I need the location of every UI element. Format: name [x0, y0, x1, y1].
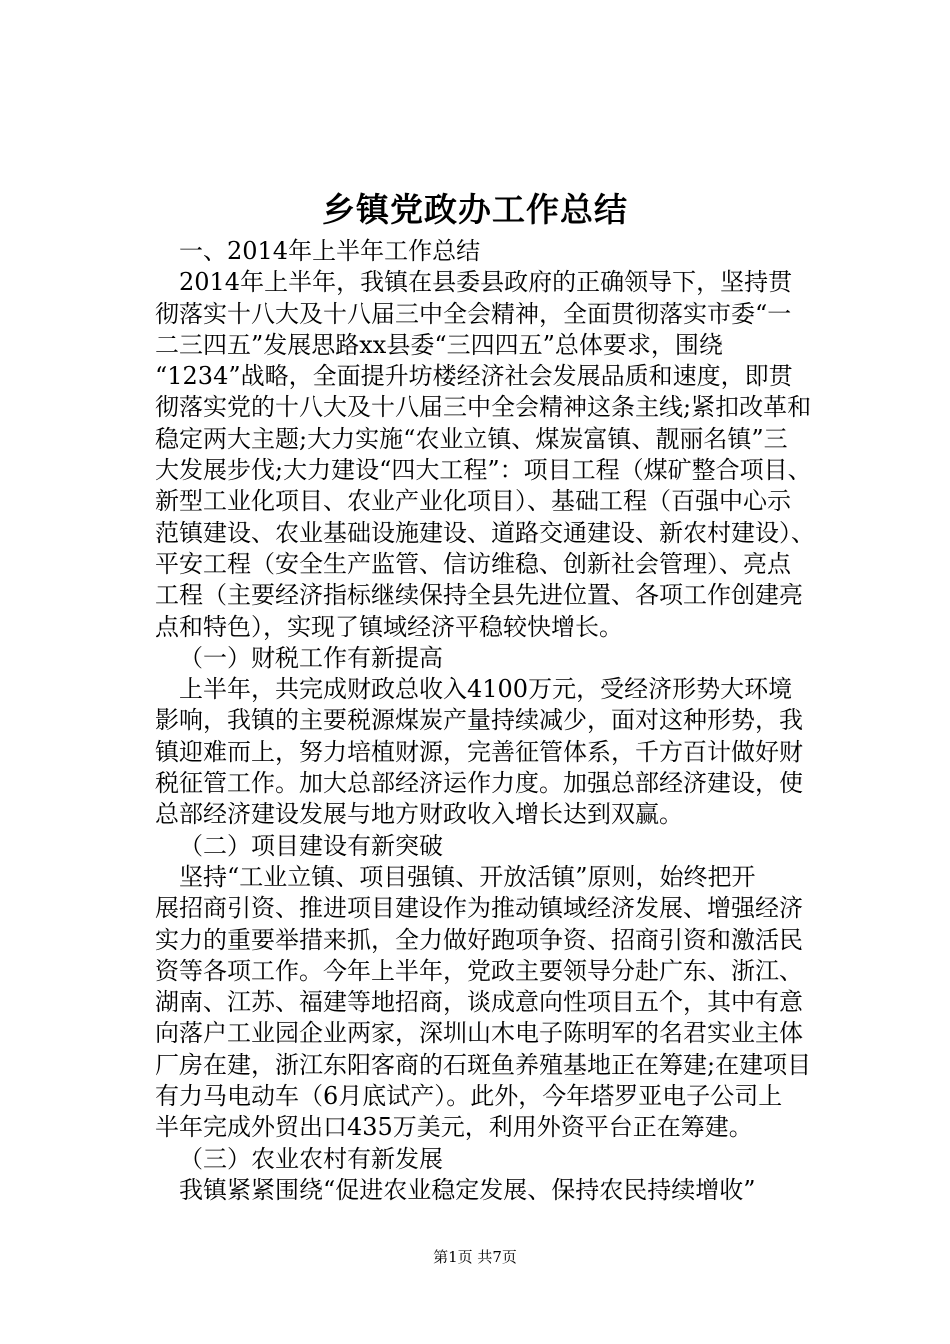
body-line: 实力的重要举措来抓，全力做好跑项争资、招商引资和激活民	[155, 925, 803, 954]
body-line: 半年完成外贸出口435万美元，利用外资平台正在筹建。	[155, 1113, 753, 1142]
body-line: （二）项目建设有新突破	[179, 831, 443, 860]
body-line: 有力马电动车（6月底试产）。此外，今年塔罗亚电子公司上	[155, 1082, 783, 1111]
body-line: “1234”战略，全面提升坊楼经济社会发展品质和速度，即贯	[155, 362, 793, 391]
body-line: （三）农业农村有新发展	[179, 1144, 443, 1173]
body-line: 点和特色），实现了镇域经济平稳较快增长。	[155, 612, 623, 641]
body-line: 大发展步伐;大力建设“四大工程”：项目工程（煤矿整合项目、	[155, 456, 812, 485]
body-line: （一）财税工作有新提高	[179, 643, 443, 672]
body-line: 镇迎难而上，努力培植财源，完善征管体系，千方百计做好财	[155, 737, 803, 766]
document-body	[155, 236, 830, 1206]
body-line: 厂房在建，浙江东阳客商的石斑鱼养殖基地正在筹建;在建项目	[155, 1050, 812, 1079]
body-line: 我镇紧紧围绕“促进农业稳定发展、保持农民持续增收”	[179, 1175, 756, 1204]
body-line: 彻落实党的十八大及十八届三中全会精神这条主线;紧扣改革和	[155, 393, 812, 422]
body-line: 上半年，共完成财政总收入4100万元，受经济形势大环境	[179, 675, 793, 704]
body-line: 一、2014年上半年工作总结	[179, 237, 481, 265]
body-line: 湖南、江苏、福建等地招商，谈成意向性项目五个，其中有意	[155, 988, 803, 1017]
body-line: 坚持“工业立镇、项目强镇、开放活镇”原则，始终把开	[179, 862, 756, 891]
page-footer: 第1页 共7页	[433, 1248, 517, 1266]
body-line: 总部经济建设发展与地方财政收入增长达到双赢。	[155, 800, 683, 829]
body-line: 资等各项工作。今年上半年，党政主要领导分赴广东、浙江、	[155, 956, 803, 985]
body-line: 工程（主要经济指标继续保持全县先进位置、各项工作创建亮	[155, 581, 803, 610]
body-line: 展招商引资、推进项目建设作为推动镇域经济发展、增强经济	[155, 894, 803, 923]
body-line: 向落户工业园企业两家，深圳山木电子陈明军的名君实业主体	[155, 1019, 803, 1048]
body-line: 税征管工作。加大总部经济运作力度。加强总部经济建设，使	[155, 769, 803, 798]
body-line: 影响，我镇的主要税源煤炭产量持续减少，面对这种形势，我	[155, 706, 803, 735]
body-line: 稳定两大主题;大力实施“农业立镇、煤炭富镇、靓丽名镇”三	[155, 424, 788, 453]
body-line: 平安工程（安全生产监管、信访维稳、创新社会管理）、亮点	[155, 549, 791, 578]
body-line: 彻落实十八大及十八届三中全会精神，全面贯彻落实市委“一	[155, 299, 792, 328]
body-line: 范镇建设、农业基础设施建设、道路交通建设、新农村建设）、	[155, 518, 815, 547]
body-line: 新型工业化项目、农业产业化项目）、基础工程（百强中心示	[155, 487, 791, 516]
body-line: 二三四五”发展思路xx县委“三四四五”总体要求，围绕	[155, 330, 723, 359]
document-title: 乡镇党政办工作总结	[322, 190, 628, 229]
body-line: 2014年上半年，我镇在县委县政府的正确领导下，坚持贯	[179, 268, 793, 297]
